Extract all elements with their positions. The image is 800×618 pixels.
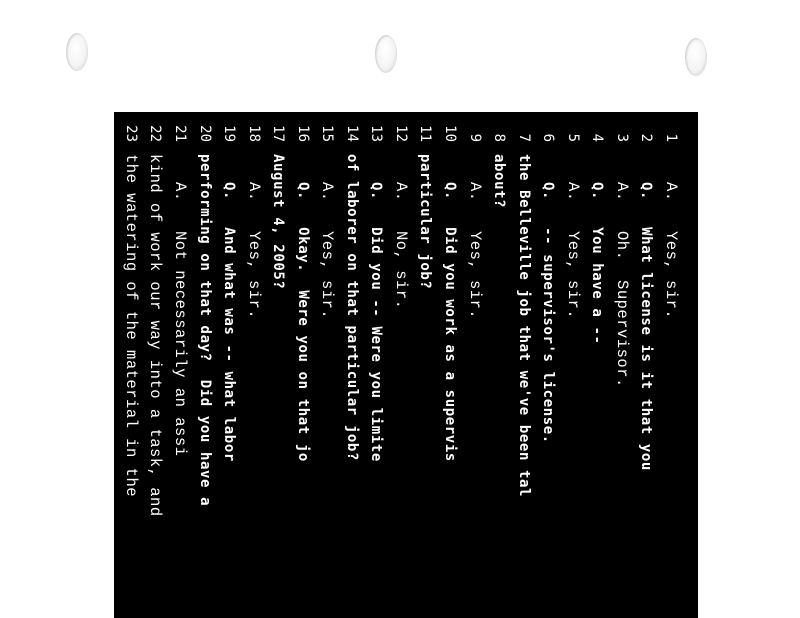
transcript-line (315, 112, 340, 618)
transcript-line (462, 112, 487, 618)
transcript-page-scan (98, 112, 698, 618)
line-number: 19 (221, 125, 238, 142)
line-text: A. Yes, sir. (318, 182, 337, 320)
line-number: 11 (417, 125, 434, 142)
line-number: 22 (147, 125, 164, 142)
line-text: particular job? (417, 154, 434, 290)
line-number: 21 (172, 125, 188, 142)
line-text: A. Yes, sir. (465, 182, 484, 320)
line-text: Q. Did you -- Were you limite (368, 182, 385, 462)
line-number: 18 (245, 125, 262, 142)
line-number: 12 (392, 125, 409, 142)
transcript-line (94, 112, 119, 618)
line-text: A. Yes, sir. (563, 182, 582, 320)
transcript-line (658, 112, 683, 618)
line-text: performing on that day? Did you have a (196, 154, 213, 507)
line-number: 2 (638, 133, 655, 142)
line-text: Q. You have a -- (589, 182, 606, 345)
transcript-line (609, 112, 634, 618)
transcript-line (487, 112, 512, 618)
transcript-line (536, 112, 561, 618)
line-number: 7 (515, 133, 532, 142)
line-text: A. Not necessarily an assi (171, 182, 189, 457)
transcript-line (339, 112, 364, 618)
transcript-line (143, 112, 168, 618)
line-text: Q. -- supervisor's license. (540, 182, 557, 444)
line-number: 20 (196, 125, 213, 142)
line-text: kind of work our way into a task, and (146, 154, 165, 517)
transcript-line (290, 112, 315, 618)
line-text: August 4, 2005? (270, 154, 287, 290)
line-text: Q. And what was -- what labor (221, 182, 238, 462)
line-number: 9 (466, 133, 483, 142)
line-text: Q. Okay. Were you on that jo (294, 182, 311, 462)
binder-punch-hole (685, 38, 707, 76)
line-text: A. Yes, sir. (662, 182, 680, 320)
line-number: 17 (270, 125, 287, 142)
line-text: Q. Okay. Now, there's been k (98, 182, 115, 462)
transcript-line (585, 112, 610, 618)
line-number: 10 (442, 125, 459, 142)
transcript-line (266, 112, 291, 618)
line-number: 4 (589, 133, 606, 142)
transcript-line (511, 112, 536, 618)
line-number: 24 (98, 125, 115, 142)
transcript-line (388, 112, 413, 618)
transcript-line (217, 112, 242, 618)
line-text: Q. What license is it that you (638, 182, 655, 471)
line-number: 13 (368, 125, 385, 142)
line-text: about? (491, 154, 508, 209)
line-number: 8 (491, 133, 508, 142)
line-text: the watering of the material in the (121, 154, 140, 498)
binder-punch-hole (66, 33, 88, 71)
transcript-line (118, 112, 143, 618)
line-text: of laborer on that particular job? (343, 154, 360, 461)
transcript-line (364, 112, 389, 618)
line-number: 15 (319, 125, 336, 142)
transcript-line (241, 112, 266, 618)
transcript-line (560, 112, 585, 618)
transcript-line (167, 112, 192, 618)
transcript-line (413, 112, 438, 618)
transcript-line (192, 112, 217, 618)
line-number: 23 (122, 125, 139, 142)
binder-punch-hole (375, 35, 397, 73)
line-text: the Belleville job that we've been tal (515, 154, 532, 498)
line-number: 3 (613, 133, 630, 142)
line-number: 16 (294, 125, 311, 142)
line-text: A. Oh. Supervisor. (612, 182, 631, 388)
transcript-lines (98, 112, 698, 618)
line-text: A. Yes, sir. (244, 182, 263, 320)
line-number: 14 (343, 125, 360, 142)
line-text: A. No, sir. (391, 182, 410, 310)
line-number: 5 (564, 133, 581, 142)
line-number: 1 (663, 133, 679, 142)
transcript-line (634, 112, 659, 618)
transcript-line (437, 112, 462, 618)
line-text: Q. Did you work as a supervis (442, 182, 459, 462)
line-number: 6 (540, 133, 557, 142)
